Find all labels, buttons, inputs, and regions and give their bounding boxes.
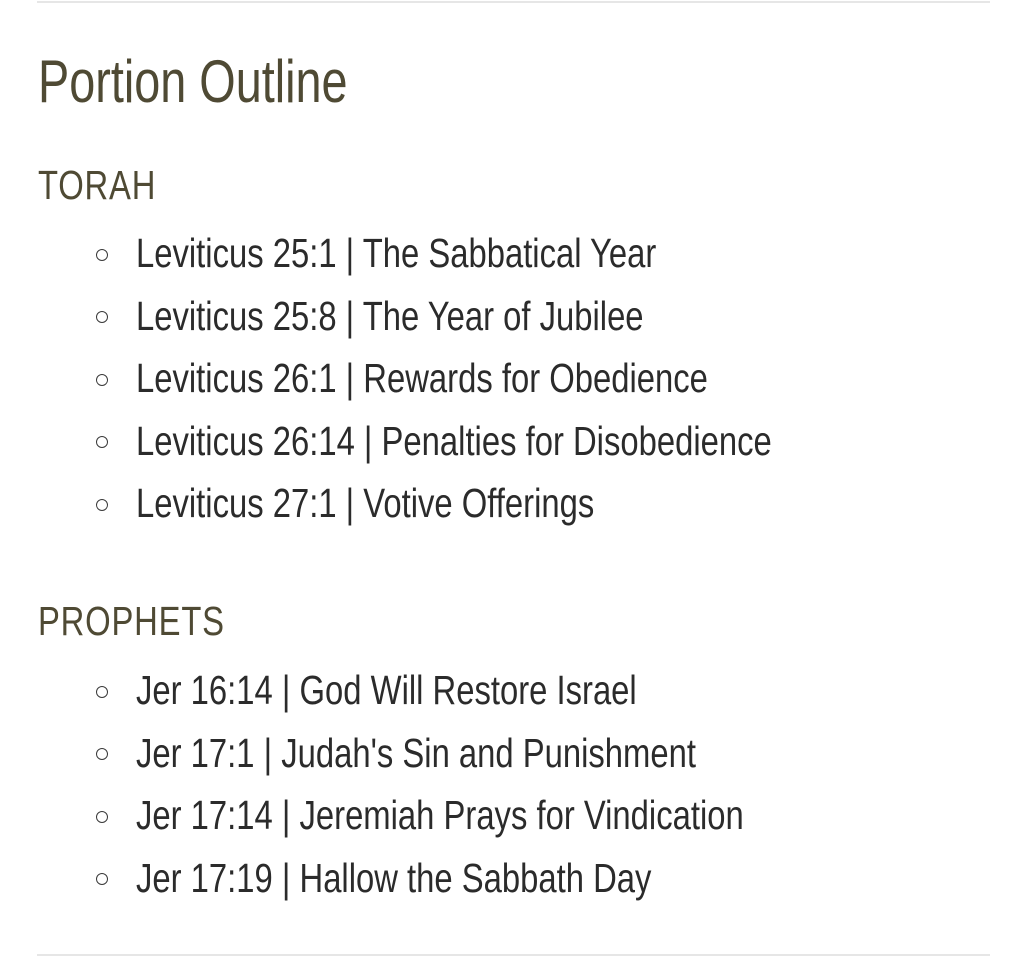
list-item[interactable] (96, 722, 896, 785)
list-item[interactable] (96, 222, 931, 285)
circle-bullet-icon (96, 499, 108, 511)
section-heading-prophets: PROPHETS (38, 598, 225, 644)
circle-bullet-icon (96, 748, 108, 760)
list-item[interactable] (96, 784, 896, 847)
circle-bullet-icon (96, 811, 108, 823)
torah-outline-list (96, 222, 931, 535)
list-item[interactable] (96, 659, 896, 722)
list-item[interactable] (96, 472, 931, 535)
outline-link[interactable]: Jer 17:19 | Hallow the Sabbath Day (136, 854, 652, 901)
list-item[interactable] (96, 847, 896, 910)
outline-link[interactable]: Jer 17:14 | Jeremiah Prays for Vindication (136, 792, 744, 839)
outline-link[interactable]: Leviticus 26:14 | Penalties for Disobedience (136, 417, 772, 464)
outline-link[interactable]: Jer 17:1 | Judah's Sin and Punishment (136, 729, 696, 776)
circle-bullet-icon (96, 873, 108, 885)
outline-link[interactable]: Leviticus 25:1 | The Sabbatical Year (136, 230, 657, 277)
circle-bullet-icon (96, 436, 108, 448)
circle-bullet-icon (96, 311, 108, 323)
outline-link[interactable]: Jer 16:14 | God Will Restore Israel (136, 667, 637, 714)
circle-bullet-icon (96, 686, 108, 698)
outline-link[interactable]: Leviticus 27:1 | Votive Offerings (136, 480, 595, 527)
list-item[interactable] (96, 410, 931, 473)
prophets-outline-list (96, 659, 896, 909)
outline-link[interactable]: Leviticus 25:8 | The Year of Jubilee (136, 292, 644, 339)
circle-bullet-icon (96, 249, 108, 261)
page-title: Portion Outline (38, 48, 348, 115)
circle-bullet-icon (96, 374, 108, 386)
top-divider (37, 1, 990, 3)
list-item[interactable] (96, 285, 931, 348)
section-heading-torah: TORAH (38, 162, 157, 208)
list-item[interactable] (96, 347, 931, 410)
outline-link[interactable]: Leviticus 26:1 | Rewards for Obedience (136, 355, 708, 402)
bottom-divider (37, 954, 990, 956)
